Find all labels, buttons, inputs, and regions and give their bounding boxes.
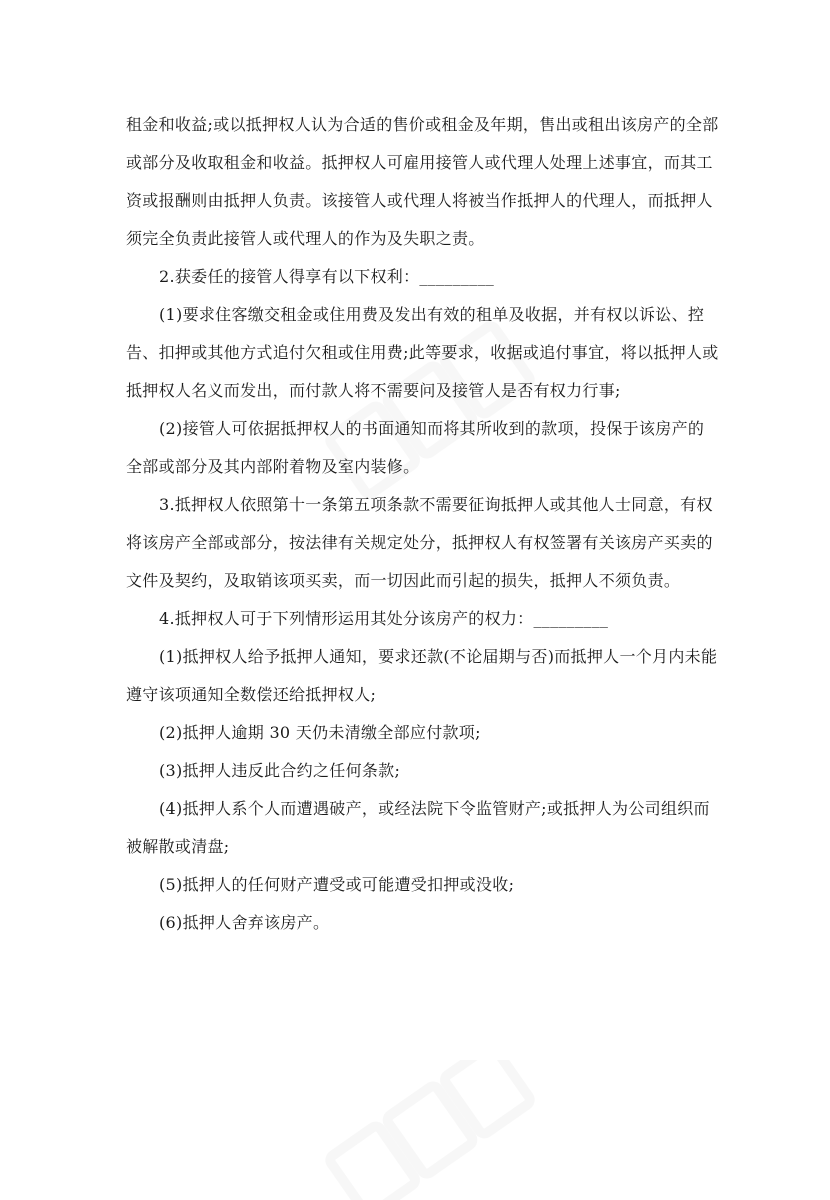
paragraph-condition-1-notice: (1)抵押权人给予抵押人通知，要求还款(不论届期与否)而抵押人一个月内未能遵守该项通知全数偿还给抵押权人; (126, 647, 718, 704)
paragraph-condition-6-abandon: (6)抵押人舍弃该房产。 (159, 913, 330, 932)
paragraph-condition-2-overdue: (2)抵押人逾期 30 天仍未清缴全部应付款项; (159, 723, 481, 742)
paragraph-condition-5-seizure: (5)抵押人的任何财产遭受或可能遭受扣押或没收; (159, 875, 515, 894)
paragraph-disposal-conditions: 4.抵押权人可于下列情形运用其处分该房产的权力：_________ (159, 609, 609, 628)
paragraph-item-2-insure: (2)接管人可依据抵押权人的书面通知而将其所收到的款项，投保于该房产的全部或部分及其内部附着物及室内装修。 (126, 419, 705, 476)
document-body (126, 106, 720, 942)
paragraph-receiver-rights: 2.获委任的接管人得享有以下权利：_________ (159, 267, 495, 286)
paragraph-rent-income: 租金和收益;或以抵押权人认为合适的售价或租金及年期，售出或租出该房产的全部或部分及收取租金和收益。抵押权人可雇用接管人或代理人处理上述事宜，而其工资或报酬则由抵押人负责。该接管人或代理人将被当作抵押人的代理人，而抵押人须完全负责此接管人或代理人的作为及失职之责。 (126, 115, 719, 248)
paragraph-condition-4-bankruptcy: (4)抵押人系个人而遭遇破产，或经法院下令监管财产;或抵押人为公司组织而被解散或清盘; (126, 799, 710, 856)
paragraph-item-1-collect-rent: (1)要求住客缴交租金或住用费及发出有效的租单及收据，并有权以诉讼、控告、扣押或其他方式追付欠租或住用费;此等要求，收据或追付事宜，将以抵押人或抵押权人名义而发出，而付款人将不需要问及接管人是否有权力行事; (126, 305, 719, 400)
paragraph-condition-3-breach: (3)抵押人违反此合约之任何条款; (159, 761, 401, 780)
paragraph-disposal-rights: 3.抵押权人依照第十一条第五项条款不需要征询抵押人或其他人士同意，有权将该房产全部或部分，按法律有关规定处分，抵押权人有权签署有关该房产买卖的文件及契约，及取销该项买卖，而一切因此而引起的损失，抵押人不须负责。 (126, 495, 713, 590)
diagonal-watermark-icon (300, 1060, 560, 1200)
